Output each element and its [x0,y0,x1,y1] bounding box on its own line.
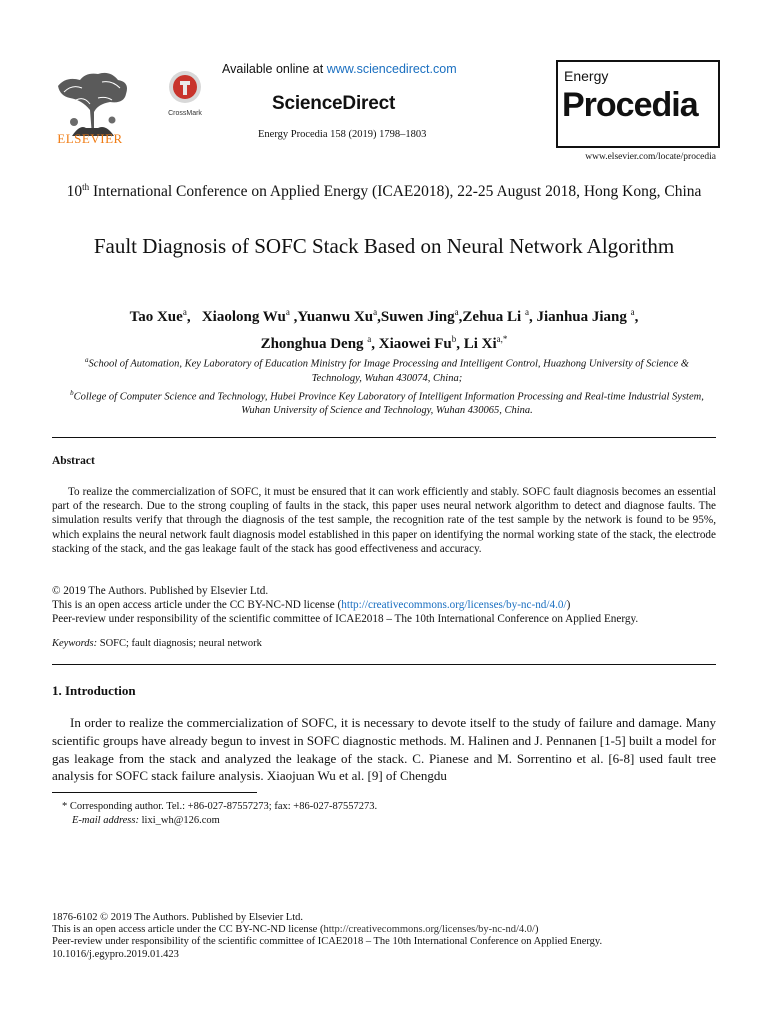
author-sup: a [285,307,290,317]
doi[interactable]: 10.1016/j.egypro.2019.01.423 [52,948,179,960]
author-name: Li Xi [463,336,497,352]
introduction-heading: 1. Introduction [52,683,136,698]
journal-citation: Energy Procedia 158 (2019) 1798–1803 [258,129,427,140]
author-sup: a [373,307,378,317]
conference-line [52,179,716,200]
affiliation-a [60,353,714,386]
author-name: Xiaolong Wu [201,309,286,325]
license-link[interactable]: http://creativecommons.org/licenses/by-nc-nd/4.0/ [341,599,567,612]
affiliation-text: College of Computer Science and Technology, Hubei Province Key Laboratory of Intelligent Information Processing and Real-time Industrial System, Wuhan University of Science and Technology, Wuhan 430065, China. [73,391,704,416]
author-sup: a [630,307,635,317]
journal-name-small: Energy [564,68,609,84]
conference-ordinal: 10 [66,183,83,201]
bottom-info [52,912,716,961]
license-suffix: ) [566,599,571,612]
affiliation-b [60,386,714,419]
author-sup: a [182,307,187,317]
keywords-line [52,638,716,649]
author-name: Yuanwu Xu [297,309,374,325]
copyright-block [52,584,716,627]
author-name: Suwen Jing [380,309,455,325]
journal-name-big: Procedia [562,86,698,124]
author-name: Xiaowei Fu [378,336,452,352]
keywords-text: SOFC; fault diagnosis; neural network [97,638,262,649]
keywords-label: Keywords: [52,638,98,649]
author-list: Tao Xue$^a$, Xiaolong Wu$^a$ ,Yuanwu Xu$^a$,Suwen Jing$^a$,Zehua Li $^a$, Jianhua Jiang $^a$, Zhonghua Deng $^a$, Xiaowei Fu$^b$, Li $Xi^{a,*}$ [129,307,639,352]
journal-url[interactable]: www.elsevier.com/locate/procedia [585,152,716,162]
divider-bottom [52,664,716,665]
abstract-body [52,485,716,556]
crossmark-badge[interactable] [165,70,205,118]
affiliation-sup: b [70,388,74,397]
email-label: E-mail address: [72,815,139,826]
introduction-text: In order to realize the commercialization of SOFC, it is necessary to devote itself to the study of failure and damage. Many scientific groups have already begun to invest in SOFC diagnostic methods. M. Halinen and J. Pennanen [1-5] built a model for gas leakage from the stack and analyzed the leakage of the stack. C. Pianese and M. Sorrentino et al. [6-8] used fault tree analysis for SOFC stack failure analysis. Xiaojuan Wu et al. [9] of Chengdu [52,715,716,784]
available-prefix: Available online at [222,62,327,76]
peer-review-line: Peer-review under responsibility of the scientific committee of ICAE2018 – The 10th International Conference on Applied Energy. [52,613,639,626]
conference-ordinal-sup: th [82,182,90,192]
bottom-license-link[interactable]: http://creativecommons.org/licenses/by-nc-nd/4.0/ [323,924,535,936]
license-line [52,598,716,612]
bottom-license-suffix: ) [534,924,539,936]
energy-procedia-logo [556,60,720,148]
affiliation-text: School of Automation, Key Laboratory of Education Ministry for Image Processing and Intelligent Control, Huazhong University of Science & Technology, Wuhan 430074, China; [88,358,689,384]
crossmark-label: CrossMark [168,110,202,117]
author-sup: b [451,334,457,344]
footnote-rule [52,792,257,793]
introduction-body [52,714,716,785]
divider-top [52,437,716,438]
abstract-text: To realize the commercialization of SOFC, it must be ensured that it can work efficiently and stably. SOFC fault diagnosis becomes an essential part of the research. Due to the strong coupling of faults in the stack, this paper uses neural network algorithm to detect and diagnose faults. The simulation results verify that through the diagnosis of the test sample, the recognition rate of the test sample by the network is found to be 95%, which explains the neural network fault diagnosis model established in this paper on identifying the normal working state of the stack, the electrode stacking of the stack, and the gas leakage fault of the stack has good effectiveness and accuracy. [52,486,716,555]
author-sup: a,* [496,334,508,344]
crossmark-icon [168,70,202,104]
bottom-peer-review: Peer-review under responsibility of the scientific committee of ICAE2018 – The 10th International Conference on Applied Energy. [52,936,603,948]
sciencedirect-title: ScienceDirect [272,93,396,114]
author-name: Jianhua Jiang [536,309,627,325]
author-name: Tao Xue [129,309,183,325]
bottom-license-prefix: This is an open access article under the CC BY-NC-ND license ( [52,924,324,936]
paper-title: Fault Diagnosis of SOFC Stack Based on Neural Network Algorithm [93,234,675,258]
bottom-license-line [52,924,716,936]
elsevier-wordmark: ELSEVIER [57,131,123,146]
email-line [62,814,702,828]
conference-text: International Conference on Applied Energy (ICAE2018), 22-25 August 2018, Hong Kong, China [89,183,702,201]
abstract-heading: Abstract [52,455,95,467]
license-prefix: This is an open access article under the CC BY-NC-ND license ( [52,599,342,612]
sciencedirect-link[interactable]: www.sciencedirect.com [326,62,457,76]
author-sup: a [524,307,529,317]
author-name: Zehua Li [462,309,522,325]
affiliation-sup: a [85,356,89,364]
author-sup: a [367,334,372,344]
email-address[interactable]: lixi_wh@126.com [138,815,220,826]
corresponding-author: * Corresponding author. Tel.: +86-027-87557273; fax: +86-027-87557273. [62,801,378,812]
author-sup: a [454,307,459,317]
affiliations [60,353,714,418]
available-online-line [222,62,482,76]
issn-line: 1876-6102 © 2019 The Authors. Published by Elsevier Ltd. [52,912,304,923]
footnote [62,800,702,828]
author-name: Zhonghua Deng [260,336,364,352]
copyright-line: © 2019 The Authors. Published by Elsevier Ltd. [52,585,269,597]
